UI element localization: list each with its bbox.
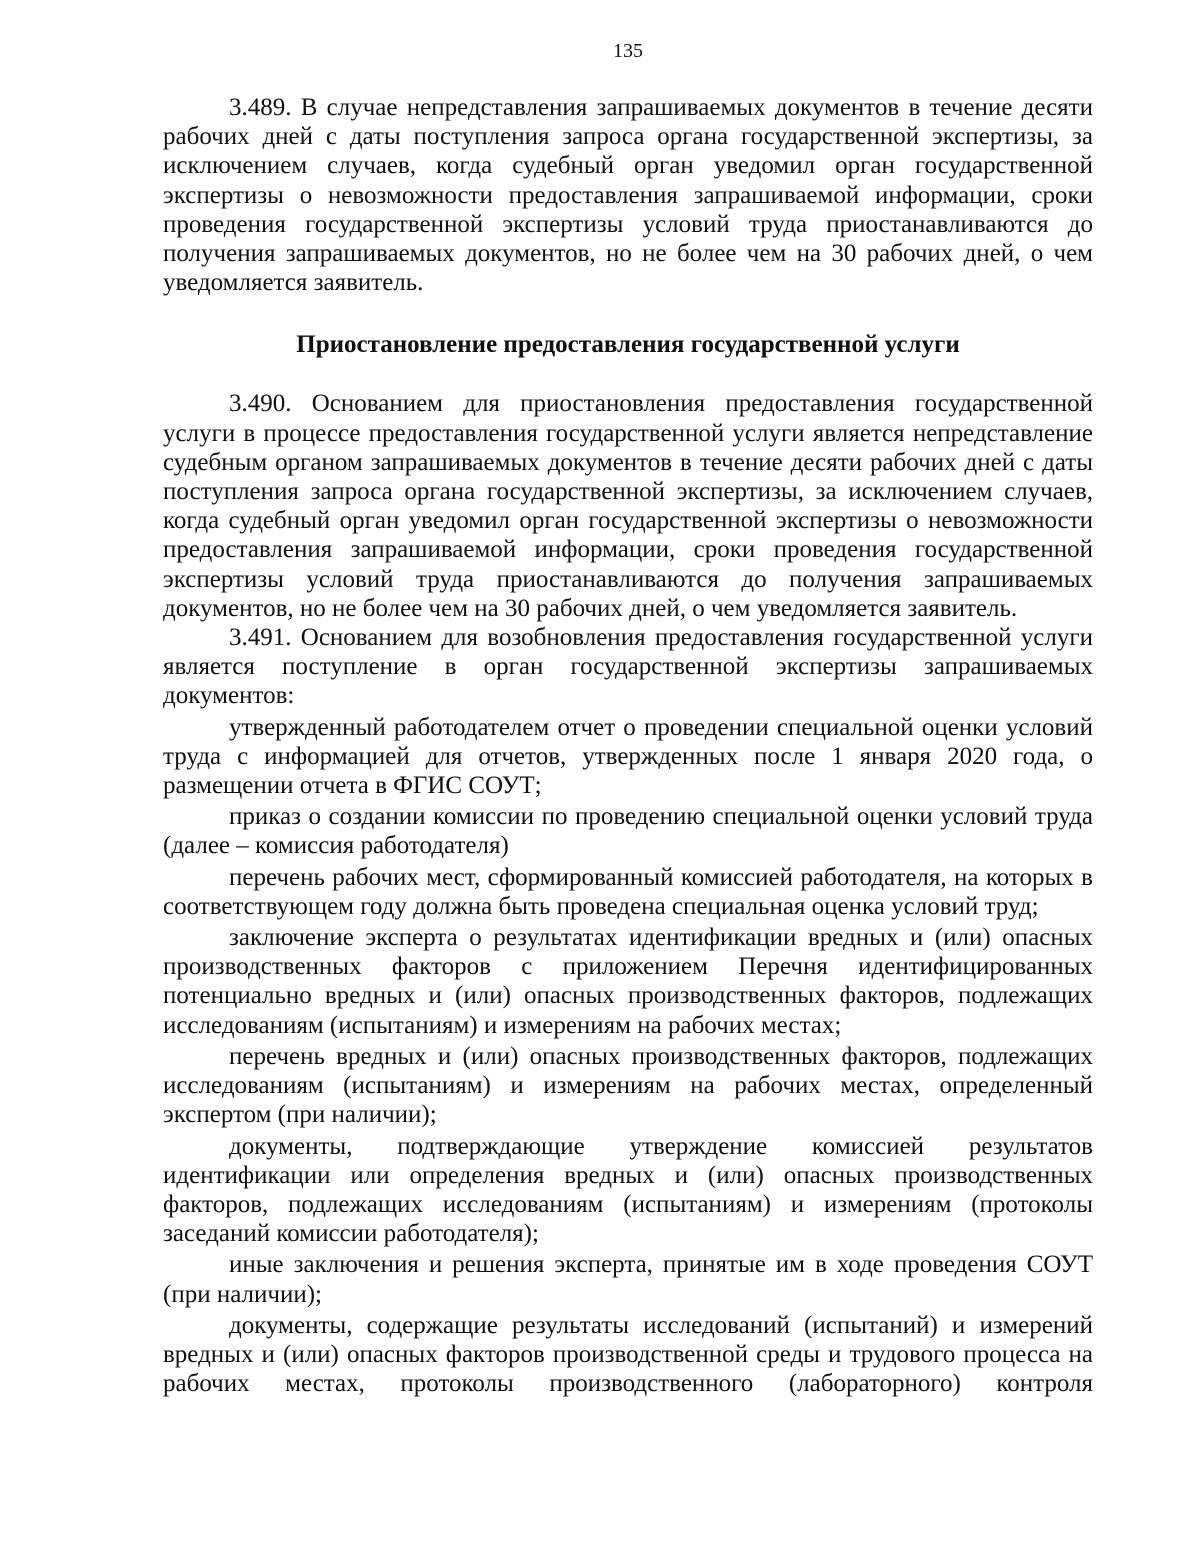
list-item: заключение эксперта о результатах идентификации вредных и (или) опасных производственных факторов с приложением Перечня идентифицированных потенциально вредных и (или) опасных производственных факторов, подлежащих исследованиям (испытаниям) и измерениям на рабочих местах; bbox=[163, 924, 1093, 1039]
list-item: иные заключения и решения эксперта, принятые им в ходе проведения СОУТ (при наличии); bbox=[163, 1251, 1093, 1308]
list-item: перечень рабочих мест, сформированный комиссией работодателя, на которых в соответствующем году должна быть проведена специальная оценка условий труд; bbox=[163, 863, 1093, 920]
list-item: утвержденный работодателем отчет о проведении специальной оценки условий труда с информацией для отчетов, утвержденных после 1 января 2020 года, о размещении отчета в ФГИС СОУТ; bbox=[163, 713, 1093, 800]
list-item: документы, подтверждающие утверждение комиссией результатов идентификации или определения вредных и (или) опасных производственных факторов, подлежащих исследованиям (испытаниям) и измерениям (протоколы заседаний комиссии работодателя); bbox=[163, 1132, 1093, 1248]
paragraph-3-489: 3.489. В случае непредставления запрашиваемых документов в течение десяти рабочих дней с даты поступления запроса органа государственной экспертизы, за исключением случаев, когда судебный орган уведомил орган государственной экспертизы о невозможности предоставления запрашиваемой информации, сроки проведения государственной экспертизы условий труда приостанавливаются до получения запрашиваемых документов, но не более чем на 30 рабочих дней, о чем уведомляется заявитель. bbox=[163, 94, 1093, 297]
list-item: приказ о создании комиссии по проведению специальной оценки условий труда (далее – комиссия работодателя) bbox=[163, 803, 1093, 860]
paragraph-3-491: 3.491. Основанием для возобновления предоставления государственной услуги является поступление в орган государственной экспертизы запрашиваемых документов: bbox=[163, 624, 1093, 710]
section-heading: Приостановление предоставления государственной услуги bbox=[296, 331, 960, 359]
page-number: 135 bbox=[613, 40, 643, 62]
list-item: перечень вредных и (или) опасных производственных факторов, подлежащих исследованиям (испытаниям) и измерениям на рабочих местах, определенный экспертом (при наличии); bbox=[163, 1042, 1093, 1129]
list-item: документы, содержащие результаты исследований (испытаний) и измерений вредных и (или) опасных факторов производственной среды и трудового процесса на рабочих местах, протоколы производственного (лабораторного) контроля bbox=[163, 1311, 1093, 1398]
document-body bbox=[163, 93, 1093, 1398]
paragraph-3-490: 3.490. Основанием для приостановления предоставления государственной услуги в процессе предоставления государственной услуги является непредставление судебным органом запрашиваемых документов в течение десяти рабочих дней с даты поступления запроса органа государственной экспертизы, за исключением случаев, когда судебный орган уведомил орган государственной экспертизы о невозможности предоставления запрашиваемой информации, сроки проведения государственной экспертизы условий труда приостанавливаются до получения запрашиваемых документов, но не более чем на 30 рабочих дней, о чем уведомляется заявитель. bbox=[163, 390, 1093, 622]
